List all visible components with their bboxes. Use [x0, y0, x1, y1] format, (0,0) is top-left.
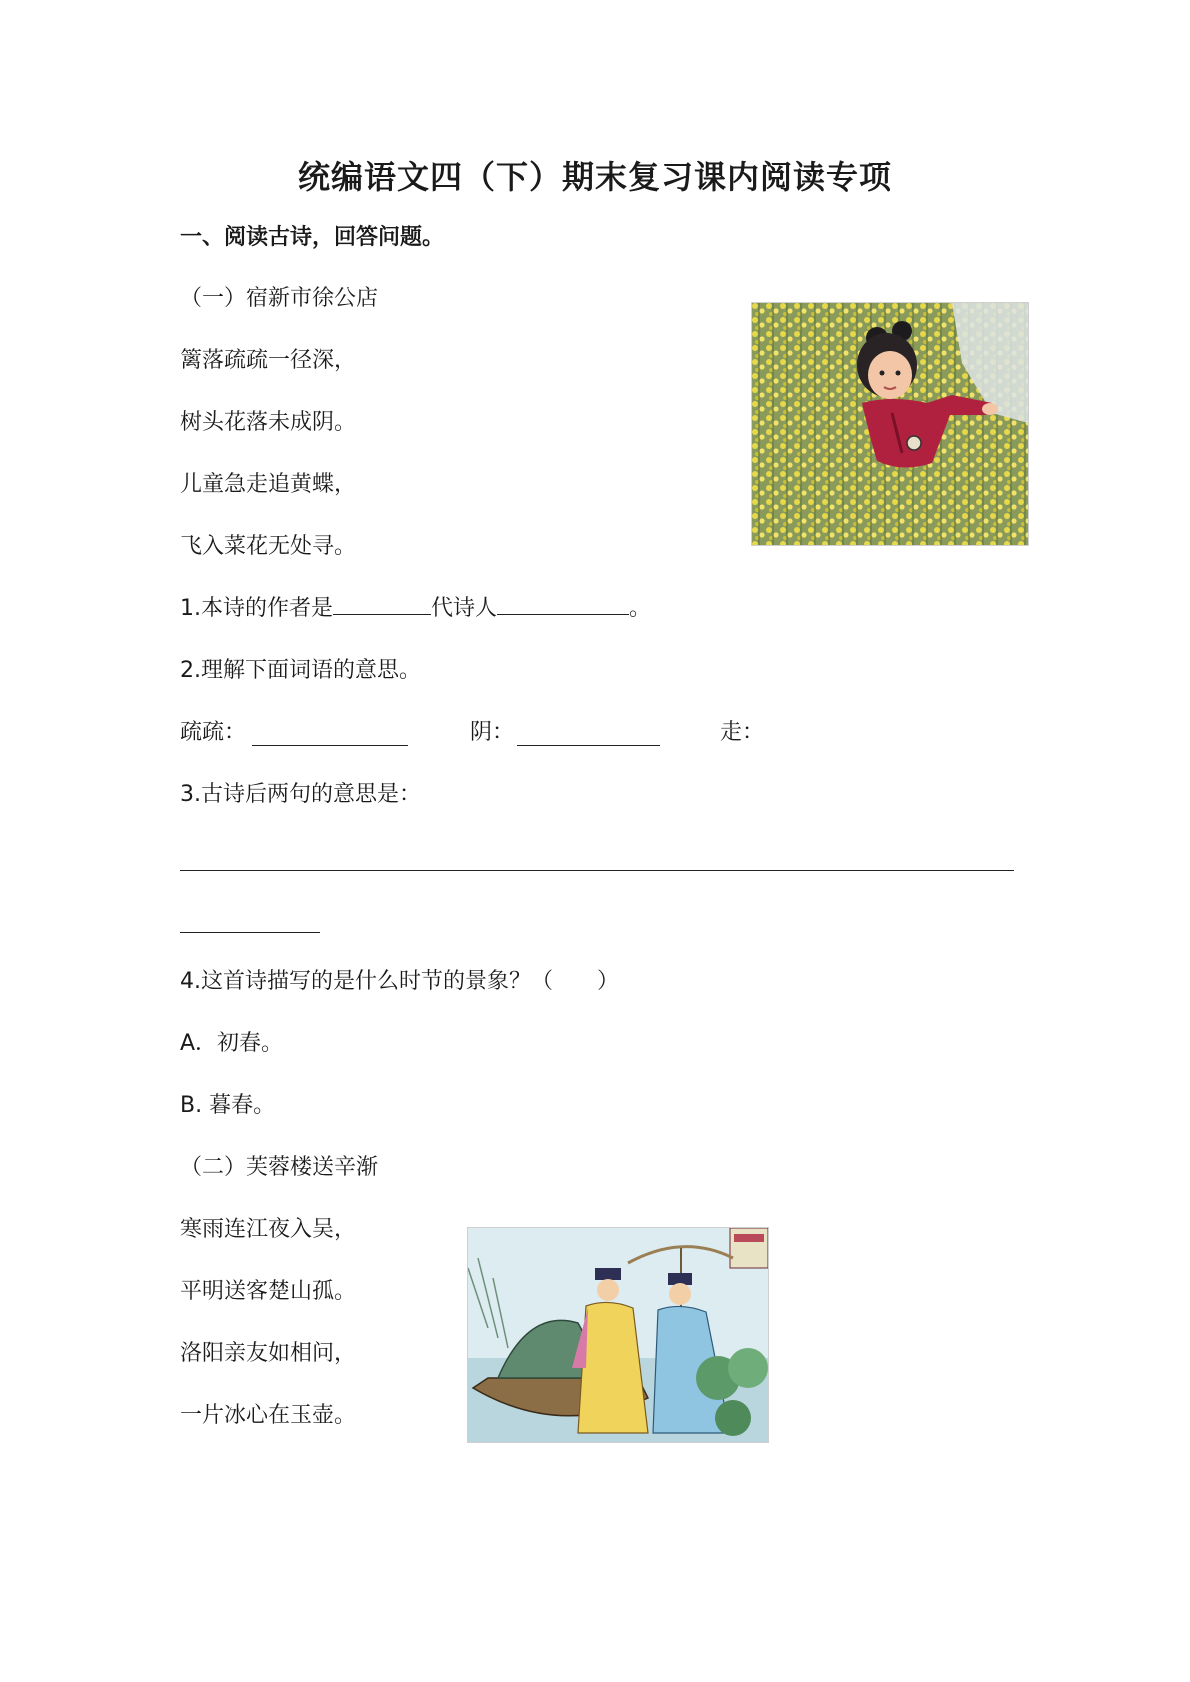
question-2: 2.理解下面词语的意思。 — [180, 658, 421, 683]
question-3-answer-line-2[interactable] — [180, 932, 320, 933]
question-1-suffix: 。 — [629, 596, 652, 621]
term-yin-blank[interactable] — [517, 745, 660, 746]
poem1-line-2: 树头花落未成阴。 — [180, 410, 357, 435]
term-yin-label: 阴： — [470, 720, 515, 745]
page-title: 统编语文四（下）期末复习课内阅读专项 — [297, 158, 892, 196]
poet-name-blank[interactable] — [497, 592, 629, 615]
poem2-line-1: 寒雨连江夜入吴， — [180, 1217, 357, 1242]
option-b[interactable]: B. 暮春。 — [180, 1093, 276, 1118]
farewell-scene-illustration — [467, 1227, 769, 1443]
girl-in-flowers-illustration — [751, 302, 1029, 546]
poem1-line-3: 儿童急走追黄蝶， — [180, 472, 357, 497]
section-heading: 一、阅读古诗，回答问题。 — [180, 225, 445, 250]
poem1-line-4: 飞入菜花无处寻。 — [180, 534, 357, 559]
question-1-prefix: 1.本诗的作者是 — [180, 596, 333, 621]
term-zou-label: 走： — [720, 720, 765, 745]
term-shushu-label: 疏疏： — [180, 720, 247, 745]
question-3-answer-line-1[interactable] — [180, 870, 1014, 871]
term-shushu-blank[interactable] — [252, 745, 408, 746]
poem2-line-2: 平明送客楚山孤。 — [180, 1279, 357, 1304]
question-3: 3.古诗后两句的意思是： — [180, 782, 421, 807]
poem1-line-1: 篱落疏疏一径深， — [180, 348, 357, 373]
dynasty-blank[interactable] — [333, 592, 431, 615]
poem2-line-3: 洛阳亲友如相问， — [180, 1341, 357, 1366]
question-1 — [180, 591, 651, 622]
poem2-line-4: 一片冰心在玉壶。 — [180, 1403, 357, 1428]
poem2-title: （二）芙蓉楼送辛渐 — [180, 1155, 379, 1180]
option-a[interactable]: A．初春。 — [180, 1031, 284, 1056]
question-4: 4.这首诗描写的是什么时节的景象？（ ） — [180, 969, 619, 994]
question-1-middle: 代诗人 — [431, 596, 498, 621]
poem1-title: （一）宿新市徐公店 — [180, 286, 379, 311]
